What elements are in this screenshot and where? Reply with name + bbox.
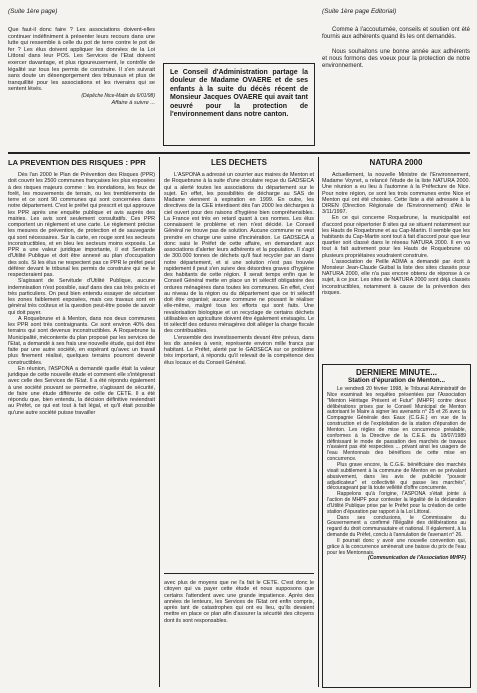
last-minute-p1: Le vendredi 20 février 1998, le Tribunal Administratif de Nice examinait les requêtes présentées par l'Association "Menton Héritage Présent et Futur" (MHPF) contre deux délibérations prises par le Conseil Municipal de Menton autorisant le Maire à signer les avenants n° 25 et 26 avec la Compagnie Générale des Eaux (C.G.E.) en vue de la construction et de l'exploitation de la station d'épuration de Menton. Les règles de mise en concurrence préalable, conformes à la Directive de la C.E.E. du 18/07/1989 définissant le mode de passation des marchés de travaux n'avaient pas été respectées ... privant ainsi les usagers de l'eau Mentonnais des bénéfices de cette mise en concurrence. (327, 386, 466, 463)
last-minute-signature: (Communication de l'Association MHPF) (368, 555, 466, 562)
dechets-end-rule (164, 573, 314, 574)
dechets-title: LES DECHETS (210, 158, 267, 167)
ppr-article (8, 158, 155, 416)
natura-article (322, 158, 470, 296)
column-rule-2 (318, 157, 319, 687)
last-minute-p4: Dans ses conclusions, le Commissaire du Gouvernement a confirmé l'illégalité des délibérations au regard du droit communautaire et national. Il également, à la demande du Préfet, conclu à l'annulation de l'avenant n° 26. (327, 514, 466, 539)
top-right-p2: Nous souhaitons une bonne année aux adhérents et nous formons des voeux pour la protection de notre environnement. (322, 49, 470, 69)
top-left-followup: Affaire à suivre ... (111, 99, 155, 106)
top-left-citation: (Dépêche Nice-Matin du 6/01/98) (81, 92, 155, 99)
natura-p3: L'association de Peille ADMA a demandé par écrit à Monsieur Jean-Claude Guibal la liste des sites classés pour NATURA 2000, elle n'a pas encore obtenu de réponse à ce sujet, à ce jour. Les sites de NATURA 2000 sont déjà classés inconstructibles, notamment à cause de la prévention des risques. (322, 258, 470, 296)
ppr-p2: S'agissant de Servitude d'Utilité Publique, aucune indemnisation n'est possible, sauf dans des cas très précis et très particuliers. On peut bien entendu essayer de sécuriser les zones faiblement exposées, mais ces travaux sont en général très coûteux et la question peut-être posée de savoir qui doit payer. (8, 278, 155, 316)
last-minute-p2: Plus grave encore, la C.G.E. bénéficiaire des marchés visait subtilement à la commune de Menton en se prévalant abusivement, dans les avis de publicité "pouvoir adjudicateur" et collectivité qui passe les marchés", décourageant par là toute velléité d'offre concurrente. (327, 461, 466, 492)
dechets-article (164, 158, 314, 366)
horizontal-rule (8, 152, 470, 154)
last-minute-title: DERNIERE MINUTE... (356, 368, 437, 377)
last-minute-p5: Il pourrait donc y avoir une nouvelle convention qui, grâce à la concurrence amènerait une baisse du prix de l'eau pour les Mentonnais. (327, 537, 466, 556)
last-minute-box (322, 364, 471, 688)
column-rule-1 (159, 157, 160, 687)
top-left-text: Que faut-il donc faire ? Les associations doivent-elles continuer indéfiniment à présenter leurs recours dans une lutte qui ressemble à celle du pot de terre contre le pot de fer ? Les élus doivent appliquer les données de la Loi Littoral dans leur POS. Les Services de l'Etat doivent exercer davantage, et plus rigoureusement, le contrôle de légalité sur tous les permis de construire. Il s'en suivrait sans doute un désengorgement des tribunaux et plus de tranquillité pour les associations et les riverains qui se sentent lésés. (8, 27, 155, 93)
ppr-continuation-text: avec plus de moyens que ne l'a fait le CETE. C'est donc le citoyen qui va payer cette étude et nous supposons que certains l'attendent avec une grande impatience. Après des années de lenteurs, les Services de l'Etat ont enfin compris, après tant de catastrophes qui ont eu lieu, qu'ils devaient mettre en place ce plan afin d'assurer la sécurité des citoyens dont ils sont responsables. (164, 580, 314, 624)
ppr-continuation (164, 580, 314, 624)
top-right-article (322, 27, 470, 70)
natura-p1: Actuellement, la nouvelle Ministre de l'Environnement, Madame Voynet, a relancé l'étude de la liste NATURA 2000. Une réunion a eu lieu à l'automne à la Préfecture de Nice. Pour notre région, ce sont les trois communes entre Nice et Menton qui ont été choisies. Cette liste a été adressée à la DIREN (Direction Régionale de l'Environnement) d'Aix le 3/11/1997. (322, 172, 470, 216)
ppr-title: LA PREVENTION DES RISQUES : PPR (8, 158, 146, 167)
dechets-p2: L'ensemble des investissements devant être prévus, dans les dix années à venir, représente environ mille francs par habitant. Le Préfet, alerté par le GADSECA sur ce problème très important, à répondu qu'il relevait de la compétence des élus locaux et du Conseil Général. (164, 334, 314, 366)
natura-p2: En ce qui concerne Roquebrune, la municipalité est d'accord pour répertorier 8 sites qui se situent notamment sur les Hauts de Roquebrune et au Cap-Martin. Il semble que les habitants du Cap-Martin sont tout à fait d'accord pour que leur quartier soit classé dans le réseau NATURA 2000. Il en va tout à fait autrement pour les Hauts de Roquebrune où plusieurs propriétaires voudraient construire. (322, 215, 470, 259)
condolence-notice (163, 63, 315, 146)
dechets-p1: L'ASPONA a adressé un courrier aux maires de Menton et de Roquebrune à la suite d'une circulaire reçue du GADSECA qui a alerté toutes les associations du département sur le sujet. En effet, les possibilités de décharge au SAS de Madame viennent à expiration en 1999. En outre, les directives de la CEE interdisent dès l'an 2000 les décharges à ciel ouvert pour des raisons d'hygiène bien compréhensibles. La France est très en retard quant à ces normes. Les élus connaissent le problème et rien n'est décidé. Le Conseil Général ne trouve pas de solution. Aucune commune ne veut prendre en charge une usine d'incinération. Le GADSECA a donc saisi le Préfet de cette affaire, en demandant aux associations d'alerter leurs adhérents et la population. Il s'agit de 300.000 tonnes de déchets qu'il faut recycler par an dans notre département, et si une solution n'est pas trouvée rapidement il peut s'en suivre des désordres graves d'hygiène des habitants de cette région. Il serait temps enfin que le Conseil Général mette en place un tri sélectif obligatoire des ordures ménagères dans toutes les communes. En effet, c'est au niveau de la région ou du département que ce tri sélectif doit être organisé; aucune commune ne pouvant le réaliser elle-même, malgré tous les efforts qui sont faits. Une revalorisation biologique et un recyclage de certains déchets utilisables en agriculture doivent être également envisagés. Le tri sélectif des ordures ménagères doit alléger la charge fiscale des contribuables. (164, 172, 314, 335)
header-left: (Suite 1ère page) (8, 8, 58, 15)
last-minute-p3: Rappelons qu'à l'origine, l'ASPONA s'était jointe à l'action de MHPF pour contester la légalité de la déclaration d'Utilité Publique prise par le Préfet pour la création de cette station d'épuration par rapport à la Loi Littoral. (327, 491, 466, 515)
top-right-p1: Comme à l'accoutumée, conseils et soutien ont été fournis aux adhérents quand ils les ont demandés. (322, 27, 470, 40)
condolence-text: Le Conseil d'Administration partage la douleur de Madame OVAERE et de ses enfants à la suite du décès récent de Monsieur Jacques OVAERE qui avait tant oeuvré pour la protection de l'environnement dans notre canton. (170, 69, 308, 119)
ppr-p3: A Roquebrune et à Menton, dans nos deux communes les PPR sont très contraignants. Ce sont environ 40% des terrains qui sont devenus inconstructibles. A Roquebrune la Municipalité, mécontente du plan proposé par les services de l'Etat, a demandé à ses frais une nouvelle étude, qui doit être faite par une autre société, en espérant qu'avec un travail plus finement réalisé, quelques terrains pourront devenir constructibles. (8, 315, 155, 366)
ppr-p4: En réunion, l'ASPONA a demandé quelle était la valeur juridique de cette nouvelle étude et comment elle s'intégrerait avec celle des Services de l'Etat. Il a été répondu également à une société pouvant se permettre, s'agissant de sécurité, de faire une étude différente de celle de CETE. Il a été répondu que, bien entendu, la décision définitive reviendrait au Préfet, ce qui est tout à fait légal, et qu'il était possible qu'une autre société puisse travailler (8, 365, 155, 416)
ppr-p1: Dès l'an 2000 le Plan de Prévention des Risques (PPR) doit couvrir les 2500 communes françaises les plus exposées à des risques majeurs comme : les inondations, les feux de forêt, les mouvements de terrain, ou les tremblements de terre et ce sont 90 communes qui sont concernées dans notre département. C'est le préfet qui prescrit et qui approuve les PPR après une enquête publique et avis auprès des mairies. Les avis sont seulement consultatifs. Ces PPR comportent un règlement et une carte. Le règlement précise les mesures de prévention, de protection et de sauvegarde qui sont nécessaires. Sur la carte, en rouge sont les secteurs inconstructibles, et en bleu les secteurs moins exposés. Le PPR a une valeur juridique importante, il est Servitude d'Utilité Publique et doit être annexé au plan d'occupation des sols. Si les élus ne respectent pas ce PPR le préfet peut déférer devant le tribunal les permis de construire qui ne le respecteraient pas. (8, 172, 155, 278)
last-minute-subtitle: Station d'épuration de Menton... (347, 377, 446, 384)
top-left-article (8, 27, 155, 106)
natura-title: NATURA 2000 (369, 158, 423, 167)
header-right: (Suite 1ère page Editorial) (322, 8, 397, 15)
